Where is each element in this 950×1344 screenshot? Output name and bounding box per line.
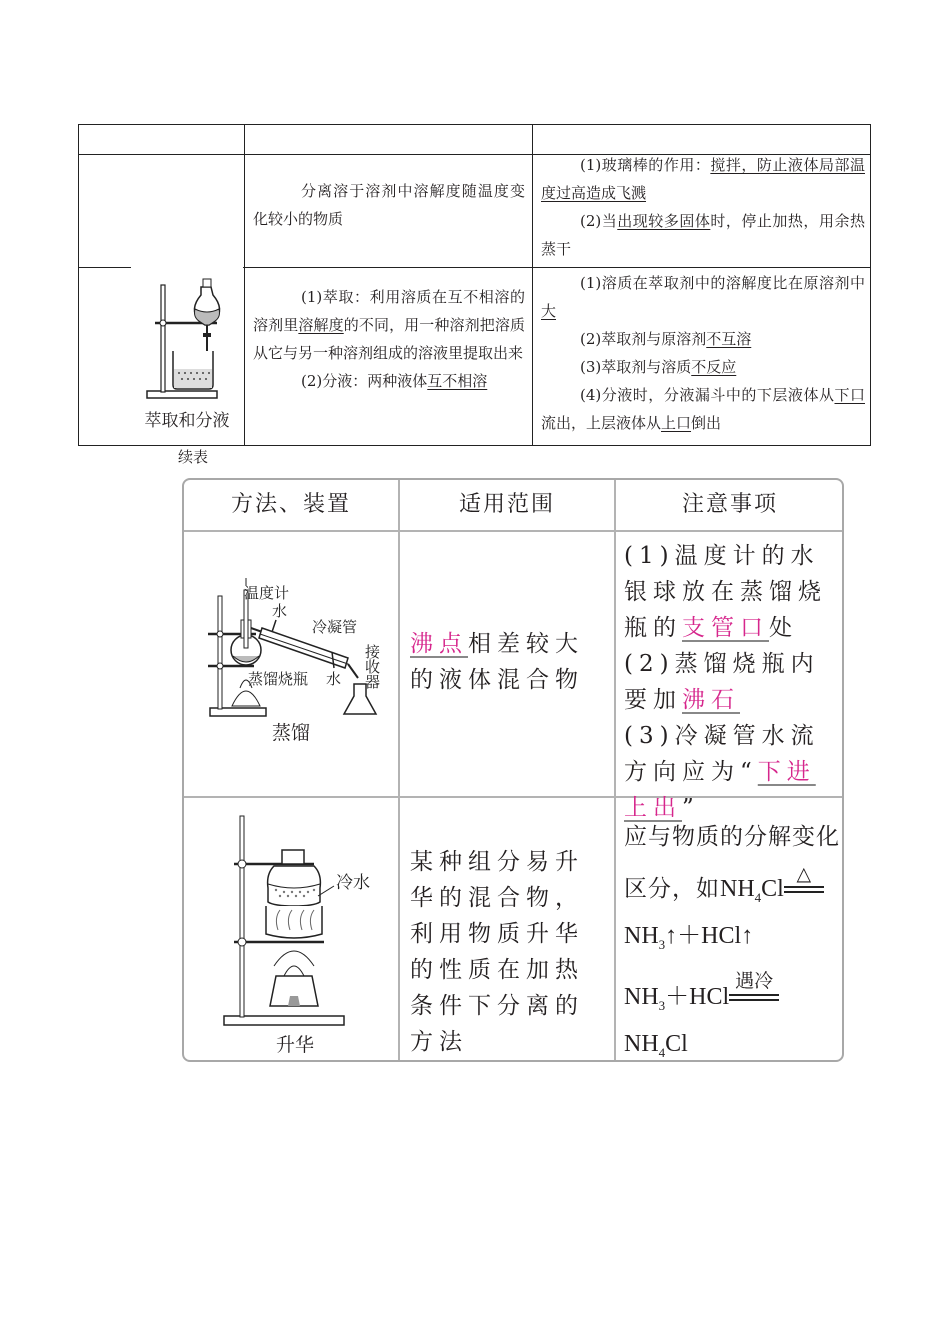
table-divider xyxy=(184,530,842,532)
extraction-scope: (1)萃取：利用溶质在互不相溶的溶剂里溶解度的不同，用一种溶剂把溶质从它与另一种溶剂组成的溶液里提取出来 (2)分液：两种液体互不相溶 xyxy=(253,288,525,390)
table-separation-methods-part2 xyxy=(182,478,844,1062)
gas-up-arrow: ↑ xyxy=(665,923,678,949)
label-condenser: 冷凝管 xyxy=(312,618,358,636)
table-divider xyxy=(398,480,400,1060)
label-water-in: 水 xyxy=(326,670,342,688)
table-divider xyxy=(243,267,870,268)
table-separation-methods-part1 xyxy=(78,124,871,446)
table-divider xyxy=(79,267,131,268)
table-divider xyxy=(614,480,616,1060)
header-notes: 注意事项 xyxy=(681,492,778,517)
distillation-scope: 沸点相差较大的液体混合物 xyxy=(410,631,584,693)
extraction-apparatus-figure xyxy=(131,269,243,429)
header-scope: 适用范围 xyxy=(458,492,555,517)
extraction-notes: (1)溶质在萃取剂中的溶解度比在原溶剂中大 (2)萃取剂与原溶剂不互溶 (3)萃取剂与溶质不反应 (4)分液时，分液漏斗中的下层液体从下口流出，上层液体从上口倒出 xyxy=(541,274,865,432)
sublimation-caption: 升华 xyxy=(276,1034,315,1056)
cooling-equals-sign: 遇冷 xyxy=(729,989,779,1007)
evaporation-scope: 分离溶于溶剂中溶解度随温度变化较小的物质 xyxy=(253,182,525,228)
gas-up-arrow: ↑ xyxy=(741,923,754,949)
extraction-caption: 萃取和分液 xyxy=(144,411,230,431)
continued-label: 续表 xyxy=(178,448,209,466)
table-divider xyxy=(244,125,245,445)
sublimation-apparatus-figure xyxy=(214,806,394,1032)
label-receiver: 接收器 xyxy=(363,644,381,689)
distillation-apparatus-figure xyxy=(196,576,392,726)
label-flask: 蒸馏烧瓶 xyxy=(248,670,309,688)
header-method: 方法、装置 xyxy=(230,492,351,517)
label-water-out: 水 xyxy=(272,602,288,620)
distillation-notes: (1)温度计的水银球放在蒸馏烧瓶的支管口处 (2)蒸馏烧瓶内要加沸石 (3)冷凝管水流方向应为“下进上出” xyxy=(624,543,827,821)
distillation-caption: 蒸馏 xyxy=(272,722,311,744)
separatory-funnel-icon xyxy=(131,269,243,404)
evaporation-notes: (1)玻璃棒的作用：搅拌，防止液体局部温度过高造成飞溅 (2)当出现较多固体时，停止加热，用余热蒸干 xyxy=(541,156,865,258)
label-cold-water: 冷水 xyxy=(336,873,370,893)
sublimation-scope: 某种组分易升华的混合物，利用物质升华的性质在加热条件下分离的方法 xyxy=(410,849,584,1055)
label-thermometer: 温度计 xyxy=(244,584,290,602)
table-divider xyxy=(532,125,533,445)
sublimation-notes: 应与物质的分解变化 区分，如$NH_4Cl$ △ $NH_3↑+HCl↑$ $NH_3+HCl$ 遇冷 $NH_4Cl$ xyxy=(624,824,840,1060)
heating-equals-sign: △ xyxy=(784,881,824,899)
